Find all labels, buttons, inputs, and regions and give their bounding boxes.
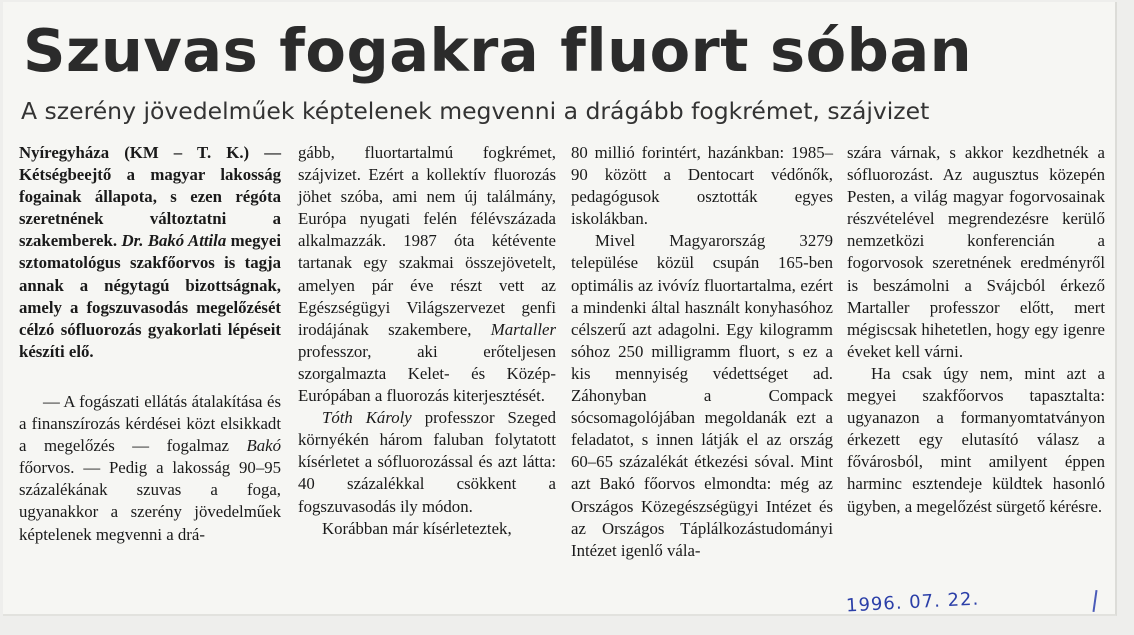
dateline: Nyíregyháza (KM – T. K.) — (19, 143, 281, 162)
paragraph: Mivel Magyarország 3279 települése közül csupán 165-ben optimális az ivóvíz fluortartalma, ezért a mindenki által használt konyhasóhoz célszerű azt adagolni. Egy kilogramm sóhoz 250 milligramm fluort, s ez a kis mennyiség védettséget ad. Záhonyban a Compack sócsomagolójában megoldanák ezt a feladatot, s innen látják el az ország 60–65 százalékát étkezési sóval. Mint azt Bakó főorvos elmondta: még az Országos Közegészségügyi Intézet és az Országos Táplálkozástudományi Intézet igenlő vála- (571, 231, 833, 560)
paragraph-text: professzor, aki erőteljesen szorgalmazta Kelet- és Közép-Európában a fluorozás kiterjesztését. (298, 341, 556, 406)
paragraph (19, 391, 281, 546)
article-column-3 (571, 142, 833, 562)
paragraph (298, 407, 556, 517)
article-column-2 (298, 142, 556, 540)
person-name: Tóth Károly (322, 408, 412, 428)
article-column-4 (847, 142, 1105, 518)
paragraph: Korábban már kísérleteztek, (322, 518, 512, 538)
newspaper-clipping (3, 2, 1117, 616)
paragraph-text: — A fogászati ellátás átalakítása és a finanszírozás kérdései közt elsikkadt a megelőzés — fogalmaz (19, 391, 281, 456)
lead-text-1: Kétségbeejtő a magyar lakosság fogainak állapota, s ezen régóta szeretnének változtatni a szakemberek. (19, 165, 281, 251)
paragraph-text: gább, fluortartalmú fogkrémet, szájvizet. Ezért a kollektív fluorozás jöhet szóba, ami nem új találmány, Európa nyugati felén félévszázada alkalmazzák. 1987 óta kétévente tartanak egy szakmai összejövetelt, amelyen pár éve részt vett az Egészségügyi Világszervezet genfi irodájának szakembere, (298, 143, 556, 339)
article-column-1 (19, 142, 281, 546)
article-subheadline: A szerény jövedelműek képtelenek megvenni a drágább fogkrémet, szájvizet (21, 97, 930, 125)
lead-paragraph (19, 142, 281, 363)
person-name: Martaller (490, 319, 556, 339)
handwritten-date: 1996. 07. 22. (845, 588, 980, 617)
paragraph: szára várnak, s akkor kezdhetnék a sófluorozást. Az augusztus közepén Pesten, a világ magyar fogorvosainak részvételével megrendezésre kerülő nemzetközi konferencián a fogorvosok szeretnének eredményről is beszámolni a Svájcból érkező Martaller professzor előtt, mert mégiscsak hihetetlen, hogy egy igenre éveket kell várni. (847, 143, 1105, 361)
person-name: Bakó (246, 436, 281, 456)
paragraph: 80 millió forintért, hazánkban: 1985–90 között a Dentocart védőnők, pedagógusok osztották egyes iskolákban. (571, 143, 833, 229)
paragraph (298, 142, 556, 407)
article-headline: Szuvas fogakra fluort sóban (23, 16, 973, 85)
paragraph: Ha csak úgy nem, mint azt a megyei szakfőorvos tapasztalta: ugyanazon a formanyomtatványon érkezett egy elutasító válasz a fővárosból, mint amilyent éppen harminc esztendeje küldtek hasonló ügyben, a megelőzést sürgető kérésre. (847, 363, 1105, 516)
paragraph-text: főorvos. — Pedig a lakosság 90–95 százalékának szuvas a foga, ugyanakkor a szerény jövedelműek képtelenek megvenni a drá- (19, 458, 281, 544)
paragraph-text: professzor Szeged környékén három faluban folytatott kísérletet a sófluorozással és azt látta: 40 százalékkal csökkent a fogszuvasodás ily módon. (298, 408, 556, 516)
lead-person-name: Dr. Bakó Attila (121, 231, 227, 251)
lead-text-2: megyei sztomatológus szakfőorvos is tagja annak a négytagú bizottságnak, amely a fogszuvasodás megelőzését célzó sófluorozás gyakorlati lépéseit készíti elő. (19, 231, 281, 361)
